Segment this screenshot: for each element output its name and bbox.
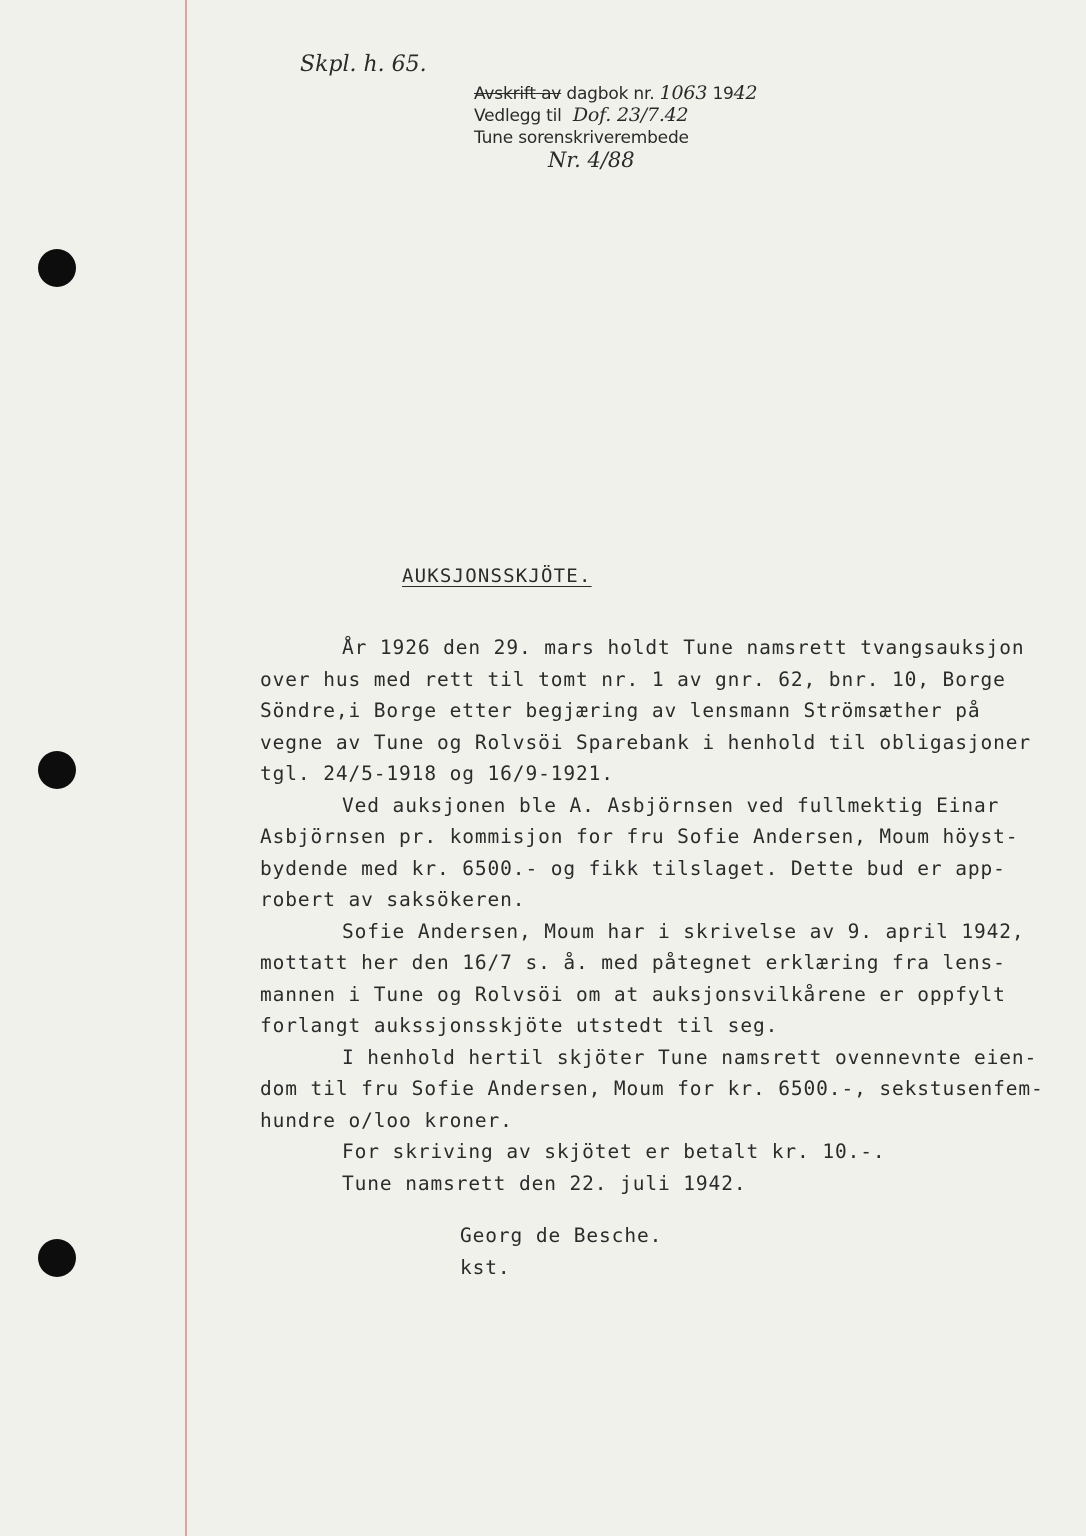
body-line: Söndre,i Borge etter begjæring av lensmann Strömsæther på bbox=[260, 699, 981, 722]
signature-name: Georg de Besche. bbox=[460, 1224, 663, 1247]
body-line: Sofie Andersen, Moum har i skrivelse av 9. april 1942, bbox=[342, 919, 1025, 943]
stamp-line-3: Tune sorenskriverembede bbox=[474, 128, 689, 148]
stamp-dagbok-number: 1063 bbox=[659, 82, 708, 104]
stamp-vedlegg-label: Vedlegg til bbox=[474, 106, 562, 126]
body-line: mottatt her den 16/7 s. å. med påtegnet erklæring fra lens- bbox=[260, 951, 1006, 974]
body-line: forlangt aukssjonsskjöte utstedt til seg. bbox=[260, 1014, 779, 1037]
body-line: robert av saksökeren. bbox=[260, 888, 526, 911]
punch-hole bbox=[38, 1239, 76, 1277]
body-line: Asbjörnsen pr. kommisjon for fru Sofie Andersen, Moum höyst- bbox=[260, 825, 1019, 848]
body-line: mannen i Tune og Rolvsöi om at auksjonsvilkårene er oppfylt bbox=[260, 982, 1006, 1006]
stamp-handwritten-number: Nr. 4/88 bbox=[548, 148, 635, 172]
handwritten-margin-note: Skpl. h. 65. bbox=[300, 52, 427, 77]
stamp-vedlegg-hand: Dof. 23/7.42 bbox=[572, 104, 689, 126]
stamp-year-prefix: 19 bbox=[712, 84, 734, 104]
punch-hole bbox=[38, 249, 76, 287]
body-line: dom til fru Sofie Andersen, Moum for kr. 6500.-, sekstusenfem- bbox=[260, 1077, 1044, 1100]
punch-hole bbox=[38, 751, 76, 789]
body-line: Tune namsrett den 22. juli 1942. bbox=[342, 1171, 747, 1195]
document-title: AUKSJONSSKJÖTE. bbox=[402, 565, 592, 587]
stamp-line-2 bbox=[474, 104, 688, 126]
stamp-line-1 bbox=[474, 82, 757, 104]
stamp-avskrift-label: Avskrift av bbox=[474, 84, 562, 104]
stamp-dagbok-label: dagbok nr. bbox=[566, 84, 655, 104]
body-line: over hus med rett til tomt nr. 1 av gnr. 62, bnr. 10, Borge bbox=[260, 667, 1006, 691]
body-line: I henhold hertil skjöter Tune namsrett ovennevnte eien- bbox=[342, 1045, 1038, 1069]
body-line: tgl. 24/5-1918 og 16/9-1921. bbox=[260, 762, 614, 785]
document-body bbox=[260, 636, 1060, 1203]
body-line: Ved auksjonen ble A. Asbjörnsen ved fullmektig Einar bbox=[342, 793, 1000, 817]
body-line: År 1926 den 29. mars holdt Tune namsrett tvangsauksjon bbox=[342, 636, 1025, 659]
body-line: bydende med kr. 6500.- og fikk tilslaget. Dette bud er app- bbox=[260, 856, 1006, 880]
stamp-year-hand: 42 bbox=[733, 82, 758, 104]
signature-kst: kst. bbox=[460, 1256, 511, 1279]
body-line: vegne av Tune og Rolvsöi Sparebank i henhold til obligasjoner bbox=[260, 730, 1032, 754]
red-margin-line bbox=[185, 0, 187, 1536]
body-line: hundre o/loo kroner. bbox=[260, 1108, 513, 1132]
body-line: For skriving av skjötet er betalt kr. 10.-. bbox=[342, 1140, 886, 1163]
